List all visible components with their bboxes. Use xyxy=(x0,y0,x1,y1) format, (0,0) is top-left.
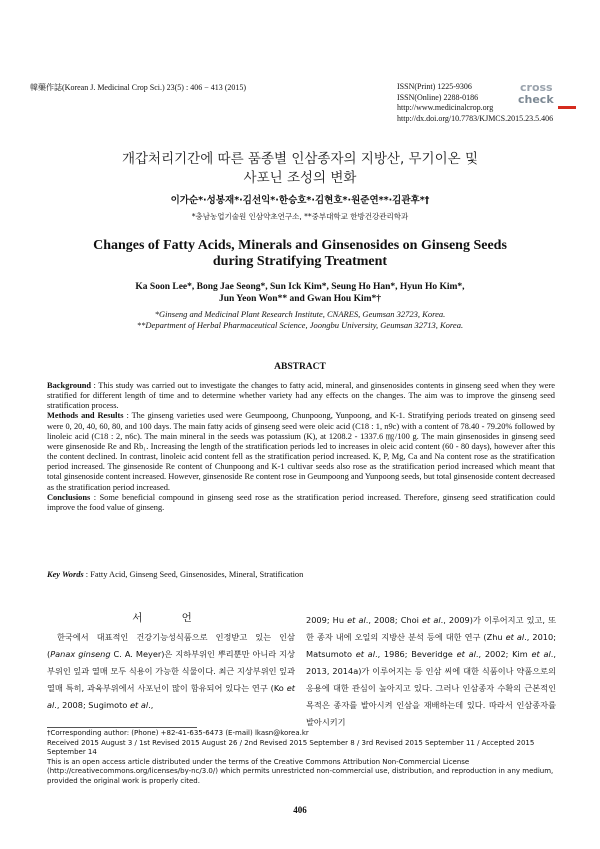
logo-text-cross: cross xyxy=(520,81,553,94)
intro-paragraph: 한국에서 대표적인 건강기능성식품으로 인정받고 있는 인삼(Panax ginseng C. A. Meyer)은 지하부위인 뿌리뿐만 아니라 지상부위인 잎과 열매 모두 식용이 가능한 식물이다. 최근 지상부위인 잎과 열매 특히, 과육부위에서 사포닌이 많이 함유되어 있다는 연구 (Ko et al., 2008; Sugimoto et al., xyxy=(47,632,295,710)
cont-et-al-6: et al xyxy=(527,649,551,659)
english-title-line2: during Stratifying Treatment xyxy=(212,254,388,269)
english-affil-line1: *Ginseng and Medicinal Plant Research Institute, CNARES, Geumsan 32723, Korea. xyxy=(154,309,446,319)
korean-title xyxy=(0,150,600,188)
cont-text-2: ., 2008; Choi xyxy=(365,615,419,625)
cont-text-6: ., 2002; Kim xyxy=(475,649,528,659)
english-authors-line2: Jun Yeon Won** and Gwan Hou Kim*† xyxy=(218,294,382,304)
footnote-divider xyxy=(47,727,197,728)
intro-paragraph-continued xyxy=(306,612,556,731)
abstract-body xyxy=(47,381,555,513)
crossref-logo xyxy=(518,80,578,110)
background-label: Background xyxy=(47,381,92,390)
section-title-introduction: 서 언 xyxy=(132,612,210,624)
abstract-methods xyxy=(47,411,555,492)
doi-link[interactable]: http://dx.doi.org/10.7783/KJMCS.2015.23.5.406 xyxy=(397,113,554,123)
journal-url[interactable]: http://www.medicinalcrop.org xyxy=(397,103,494,112)
cont-text-1: 2009; Hu xyxy=(306,615,345,625)
korean-title-line1: 개갑처리기간에 따른 품종별 인삼종자의 지방산, 무기이온 및 xyxy=(121,151,479,167)
cont-et-al-4: et al xyxy=(351,649,375,659)
korean-title-line2: 사포닌 조성의 변화 xyxy=(243,170,357,186)
journal-citation: 韓藥作誌(Korean J. Medicinal Crop Sci.) 23(5) : 406 − 413 (2015) xyxy=(30,83,247,92)
cont-text-3: ., 2009)가 이루어지고 있고, 또한 종자 내에 오일의 지방산 분석 등에 대한 연구 (Zhu xyxy=(306,615,557,642)
english-title-line1: Changes of Fatty Acids, Minerals and Ginsenosides on Ginseng Seeds xyxy=(93,238,507,253)
cont-et-al-1: et al xyxy=(344,615,366,625)
intro-text-4: ., xyxy=(148,700,154,710)
english-affiliations xyxy=(0,309,600,331)
methods-label: Methods and Results xyxy=(47,411,124,421)
body-left-column xyxy=(47,610,295,714)
license-notice: This is an open access article distributed under the terms of the Creative Commons Attribution Non-Commercial License (http://creativecommons.org/licenses/by-nc/3.0/) which permits unrestricted non-commercial use, distribution, and reproduction in any medium, provided the original work is properly cited. xyxy=(47,757,554,785)
cont-et-al-3: et al xyxy=(502,632,525,642)
english-authors xyxy=(0,281,600,305)
footnote-block xyxy=(47,729,557,787)
issn-online: ISSN(Online) 2288-0186 xyxy=(397,92,479,102)
corresponding-author: †Corresponding author: (Phone) +82-41-635-6473 (E-mail) lkasn@korea.kr xyxy=(47,729,309,737)
keywords xyxy=(47,570,555,579)
abstract-heading: ABSTRACT xyxy=(274,362,326,372)
conclusions-label: Conclusions xyxy=(47,492,91,502)
conclusions-text: : Some beneficial compound in ginseng seed rose as the stratification period increased. Therefore, ginseng seed stratification could improve the food value of ginseng. xyxy=(47,492,555,512)
english-title xyxy=(0,238,600,270)
cont-et-al-5: et al xyxy=(452,649,476,659)
english-authors-line1: Ka Soon Lee*, Bong Jae Seong*, Sun Ick Kim*, Seung Ho Han*, Hyun Ho Kim*, xyxy=(135,282,465,292)
cont-et-al-2: et al xyxy=(418,615,441,625)
cont-text-4: ., 2010; Matsumoto xyxy=(306,632,556,659)
english-affil-line2: **Department of Herbal Pharmaceutical Science, Joongbu University, Geumsan 32713, Korea. xyxy=(136,320,464,330)
logo-text-check: check xyxy=(518,93,554,106)
abstract-background xyxy=(47,381,555,411)
background-text: : This study was carried out to investigate the changes to fatty acid, mineral, and ginsenosides contents in ginseng seed when they were stratified for different length of time and to determine whether variety had any effects on the changes. The aim was to improve the ginseng seed stratification process. xyxy=(47,381,555,411)
korean-affiliations: *충남농업기술원 인삼약초연구소, **중부대학교 한방건강관리학과 xyxy=(191,212,409,221)
issn-print: ISSN(Print) 1225-9306 xyxy=(397,82,472,91)
logo-red-bar xyxy=(558,106,576,109)
korean-authors: 이가순*·성봉재*·김선익*·한승호*·김현호*·원준연**·김관후*† xyxy=(170,195,430,206)
intro-et-al-1: et al xyxy=(47,683,295,710)
intro-latin-name: Panax ginseng xyxy=(50,649,111,659)
body-right-column xyxy=(306,612,556,731)
abstract-conclusions xyxy=(47,493,555,513)
methods-text: : The ginseng varieties used were Geumpoong, Chunpoong, Yunpoong, and K-1. Stratifying periods treated on ginseng seed were 0, 20, 40, 60, 80, and 100 days. The main fatty acids of ginseng seed were oleic acid (C18 : 1, n9c) with a content of 78.40 - 79.20% followed by linoleic acid (C18 : 2, n6c). The main mineral in the seeds was potassium (K), at 1208.2 - 1337.6 ㎎/100 g. The main ginsenosides in ginseng seed were ginsenoside Re and Rb₁. Increasing the length of the stratification periods led to increases in oleic acid content (60 - 80 days), however after this the content declined. In contrast, linoleic acid content fell as the stratification period increased. K, P, Mg, Ca and Na content rose as the stratification period increased. The ginsenoside Re content of Chunpoong and K-1 cultivar seeds also rose as the stratification period increased which meant that total ginsenoside content increased. However, ginsenoside Re content rose in Geumpoong and Yunpoong seeds, but total ginsenoside content decreased as the stratification period increased. xyxy=(47,411,555,492)
cont-text-7: ., 2013, 2014a)가 이루어지는 등 인삼 씨에 대한 식품이나 약품으로의 응용에 대한 관심이 높아지고 있다. 그러나 인삼종자 수확의 근본적인 목적은 종자를 발아시켜 인삼을 재배하는데 있다. 따라서 인삼종자를 발아시키기 xyxy=(306,649,556,727)
keywords-label: Key Words xyxy=(47,570,84,579)
intro-text-1: 한국에서 대표적인 건강기능성식품으로 인정받고 있는 인삼 xyxy=(57,632,295,642)
page-number: 406 xyxy=(293,805,307,815)
keywords-text: : Fatty Acid, Ginseng Seed, Ginsenosides, Mineral, Stratification xyxy=(83,570,304,579)
intro-text-3: ., 2008; Sugimoto xyxy=(54,700,128,710)
intro-et-al-2: et al xyxy=(127,700,149,710)
cont-text-5: ., 1986; Beveridge xyxy=(374,649,453,659)
intro-text-2: C. A. Meyer)은 지하부위인 뿌리뿐만 아니라 지상부위인 잎과 열매 모두 식용이 가능한 식물이다. 최근 지상부위인 잎과 열매 특히, 과육부위에서 사포닌이 많이 함유되어 있다는 연구 (Ko xyxy=(47,649,295,693)
received-dates: Received 2015 August 3 / 1st Revised 2015 August 26 / 2nd Revised 2015 September 8 / 3rd Revised 2015 September 11 / Accepted 2015 September 14 xyxy=(47,738,535,757)
